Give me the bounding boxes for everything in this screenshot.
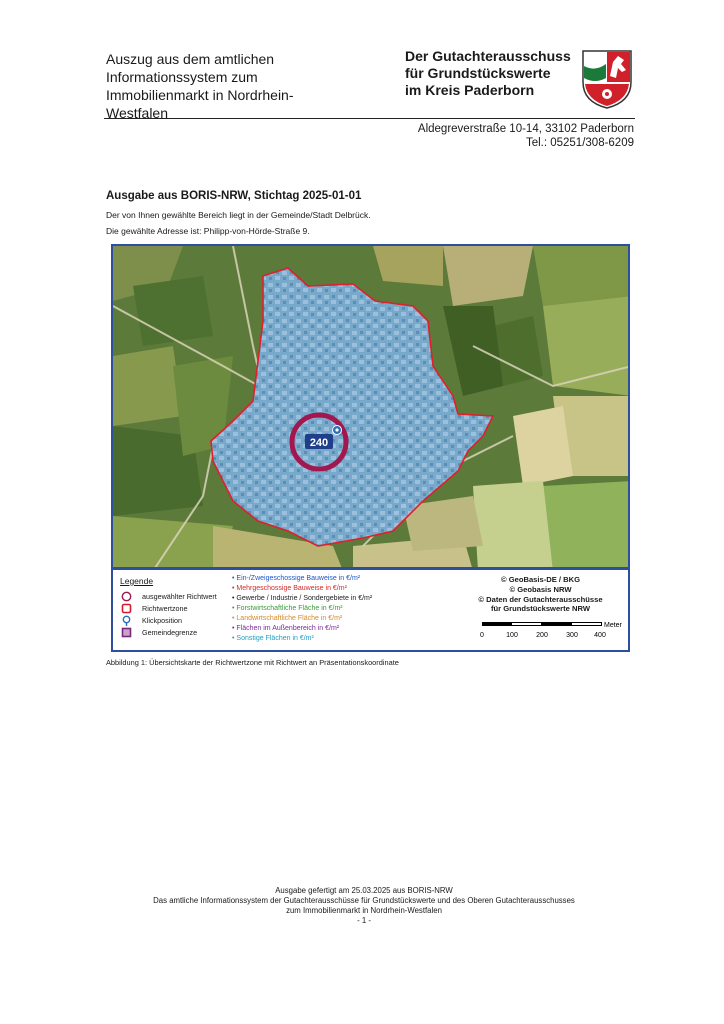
legend-label: Gemeindegrenze: [142, 627, 198, 637]
legend-category: • Gewerbe / Industrie / Sondergebiete in €/m²: [232, 595, 373, 602]
header-right-line: im Kreis Paderborn: [405, 82, 535, 98]
credit-line: © Daten der Gutachterausschüsse: [478, 594, 603, 604]
header-left-line: Informationssystem zum: [106, 69, 258, 85]
richtwert-value: 240: [309, 437, 329, 449]
page-number: - 1 -: [357, 916, 371, 925]
legend-title: Legende: [120, 576, 154, 586]
square-filled-icon: [119, 627, 133, 637]
footer-line: zum Immobilienmarkt in Nordrhein-Westfalen: [286, 906, 442, 915]
credit-line: © Geobasis NRW: [509, 584, 572, 594]
scale-tick: 0: [480, 632, 484, 639]
footer-line: Das amtliche Informationssystem der Gutachterausschüsse für Grundstückswerte und des Oberen Gutachterausschusses: [153, 896, 575, 905]
legend-item-selected-richtwert: [119, 591, 217, 601]
legend-category: • Sonstige Flächen in €/m²: [232, 635, 314, 642]
legend-category: • Forstwirtschaftliche Fläche in €/m²: [232, 605, 343, 612]
scale-tick: 200: [536, 632, 548, 639]
scale-bar: [480, 620, 640, 650]
scale-tick: 400: [594, 632, 606, 639]
legend-label: Richtwertzone: [142, 603, 188, 613]
scale-unit: Meter: [604, 622, 622, 629]
legend-label: Klickposition: [142, 615, 182, 625]
header-left-title: [106, 50, 356, 122]
document-title: Ausgabe aus BORIS-NRW, Stichtag 2025-01-01: [106, 190, 362, 202]
map-credits: [458, 575, 623, 614]
legend-item-richtwertzone: [119, 603, 188, 613]
scale-tick: 300: [566, 632, 578, 639]
credit-line: für Grundstückswerte NRW: [490, 604, 590, 614]
circle-icon: [119, 591, 133, 601]
pin-icon: [119, 615, 133, 625]
phone-line: Tel.: 05251/308-6209: [525, 137, 634, 149]
header-right-line: Der Gutachterausschuss: [405, 48, 571, 64]
header-left-line: Westfalen: [106, 105, 168, 121]
legend-category: • Flächen im Außenbereich in €/m²: [232, 625, 340, 632]
legend-category: • Ein-/Zweigeschossige Bauweise in €/m²: [232, 575, 361, 582]
nrw-coat-of-arms-icon: [580, 48, 634, 110]
legend-item-click-position: [119, 615, 182, 625]
address-line: Aldegreverstraße 10-14, 33102 Paderborn: [417, 123, 634, 135]
square-icon: [119, 603, 133, 613]
legend-label: ausgewählter Richtwert: [142, 591, 217, 601]
footer-line: Ausgabe gefertigt am 25.03.2025 aus BORIS-NRW: [275, 886, 453, 895]
figure-caption: Abbildung 1: Übersichtskarte der Richtwertzone mit Richtwert an Präsentationskoordinate: [106, 658, 399, 667]
header-left-line: Auszug aus dem amtlichen: [106, 51, 275, 67]
legend-category: • Landwirtschaftliche Fläche in €/m²: [232, 615, 343, 622]
municipality-info: Der von Ihnen gewählte Bereich liegt in der Gemeinde/Stadt Delbrück.: [106, 210, 371, 220]
header-right-line: für Grundstückswerte: [405, 65, 551, 81]
address-info: Die gewählte Adresse ist: Philipp-von-Hörde-Straße 9.: [106, 226, 310, 236]
scale-tick: 100: [506, 632, 518, 639]
click-position-pin-icon: [333, 426, 342, 435]
header-left-line: Immobilienmarkt in Nordrhein-: [106, 87, 294, 103]
page-footer: [104, 886, 624, 926]
legend-item-gemeindegrenze: [119, 627, 197, 637]
legend-category: • Mehrgeschossige Bauweise in €/m²: [232, 585, 347, 592]
credit-line: © GeoBasis-DE / BKG: [500, 575, 581, 584]
header-divider: [104, 118, 635, 119]
overview-map[interactable]: [111, 244, 630, 569]
contact-address: [418, 122, 634, 150]
header-right-title: [405, 48, 585, 99]
map-legend: [111, 569, 630, 652]
